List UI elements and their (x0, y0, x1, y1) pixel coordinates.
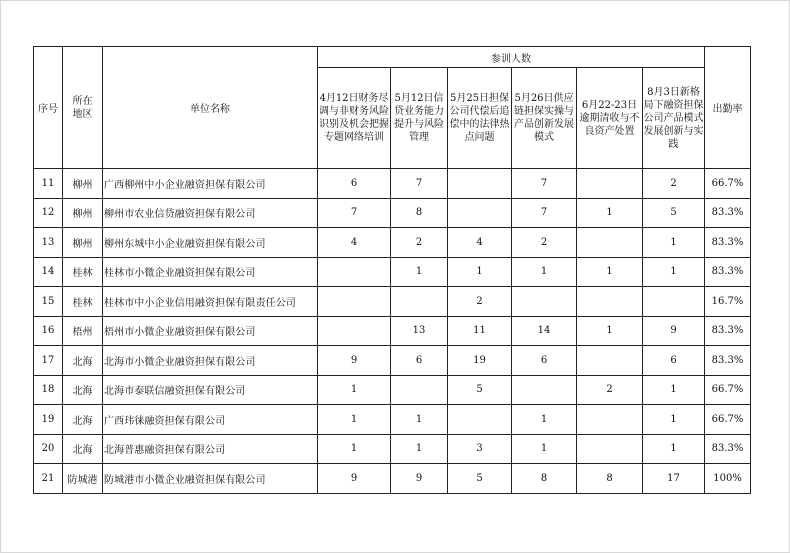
row-count-session-2: 7 (391, 169, 448, 199)
row-count-session-3 (448, 405, 512, 435)
row-count-session-1: 1 (318, 375, 391, 405)
table-row (34, 464, 751, 494)
row-count-session-6 (643, 287, 705, 317)
header-session-4: 5月26日供应链担保实操与产品创新发展模式 (512, 68, 577, 169)
row-region: 桂林 (63, 287, 103, 317)
row-region: 梧州 (63, 316, 103, 346)
row-attendance-rate: 66.7% (705, 375, 751, 405)
row-count-session-1: 1 (318, 405, 391, 435)
table-row (34, 434, 751, 464)
row-seq: 16 (34, 316, 63, 346)
row-region: 柳州 (63, 198, 103, 228)
header-session-1: 4月12日财务尽调与非财务风险识别及机会把握专题网络培训 (318, 68, 391, 169)
table-row (34, 287, 751, 317)
row-count-session-5: 1 (577, 257, 643, 287)
row-count-session-5 (577, 228, 643, 258)
row-count-session-6: 1 (643, 434, 705, 464)
row-count-session-4 (512, 287, 577, 317)
row-count-session-3: 19 (448, 346, 512, 376)
row-count-session-6: 9 (643, 316, 705, 346)
row-count-session-5: 8 (577, 464, 643, 494)
row-count-session-3: 5 (448, 375, 512, 405)
row-count-session-1: 4 (318, 228, 391, 258)
row-unit-name: 柳州市农业信贷融资担保有限公司 (103, 198, 318, 228)
row-attendance-rate: 66.7% (705, 169, 751, 199)
row-count-session-2: 1 (391, 434, 448, 464)
header-participant-count: 参训人数 (318, 47, 705, 68)
row-unit-name: 北海市泰联信融资担保有限公司 (103, 375, 318, 405)
row-seq: 14 (34, 257, 63, 287)
row-count-session-1: 9 (318, 346, 391, 376)
row-count-session-6: 1 (643, 257, 705, 287)
row-count-session-3: 5 (448, 464, 512, 494)
row-count-session-4: 7 (512, 198, 577, 228)
row-count-session-3: 4 (448, 228, 512, 258)
row-count-session-6: 6 (643, 346, 705, 376)
table-row (34, 169, 751, 199)
attendance-table (33, 46, 751, 494)
row-count-session-6: 1 (643, 375, 705, 405)
row-seq: 11 (34, 169, 63, 199)
row-count-session-2 (391, 375, 448, 405)
row-unit-name: 北海市小微企业融资担保有限公司 (103, 346, 318, 376)
header-session-6: 8月3日新格局下融资担保公司产品模式发展创新与实践 (643, 68, 705, 169)
row-count-session-1 (318, 257, 391, 287)
row-count-session-2: 2 (391, 228, 448, 258)
row-count-session-2: 8 (391, 198, 448, 228)
header-attendance-rate: 出勤率 (705, 47, 751, 169)
row-seq: 21 (34, 464, 63, 494)
row-seq: 19 (34, 405, 63, 435)
row-attendance-rate: 83.3% (705, 434, 751, 464)
row-count-session-4: 1 (512, 405, 577, 435)
row-count-session-5 (577, 287, 643, 317)
row-count-session-2: 13 (391, 316, 448, 346)
row-count-session-1: 1 (318, 434, 391, 464)
row-attendance-rate: 16.7% (705, 287, 751, 317)
row-seq: 12 (34, 198, 63, 228)
row-region: 防城港 (63, 464, 103, 494)
row-seq: 17 (34, 346, 63, 376)
row-count-session-5: 1 (577, 316, 643, 346)
table-row (34, 375, 751, 405)
row-seq: 20 (34, 434, 63, 464)
row-attendance-rate: 83.3% (705, 228, 751, 258)
row-unit-name: 防城港市小微企业融资担保有限公司 (103, 464, 318, 494)
row-count-session-4: 14 (512, 316, 577, 346)
table-row (34, 316, 751, 346)
row-count-session-6: 1 (643, 228, 705, 258)
row-count-session-1 (318, 316, 391, 346)
row-count-session-5 (577, 346, 643, 376)
row-region: 桂林 (63, 257, 103, 287)
row-count-session-6: 5 (643, 198, 705, 228)
row-seq: 15 (34, 287, 63, 317)
row-attendance-rate: 83.3% (705, 346, 751, 376)
row-count-session-2 (391, 287, 448, 317)
row-unit-name: 桂林市小微企业融资担保有限公司 (103, 257, 318, 287)
table-row (34, 346, 751, 376)
row-count-session-6: 1 (643, 405, 705, 435)
header-session-5: 6月22-23日逾期清收与不良资产处置 (577, 68, 643, 169)
row-attendance-rate: 83.3% (705, 198, 751, 228)
table-row (34, 198, 751, 228)
row-count-session-3 (448, 198, 512, 228)
row-count-session-2: 9 (391, 464, 448, 494)
row-unit-name: 桂林市中小企业信用融资担保有限责任公司 (103, 287, 318, 317)
row-count-session-3: 2 (448, 287, 512, 317)
row-count-session-4: 1 (512, 434, 577, 464)
row-count-session-5 (577, 405, 643, 435)
row-attendance-rate: 100% (705, 464, 751, 494)
row-unit-name: 梧州市小微企业融资担保有限公司 (103, 316, 318, 346)
row-unit-name: 柳州东城中小企业融资担保有限公司 (103, 228, 318, 258)
table-row (34, 228, 751, 258)
row-attendance-rate: 83.3% (705, 316, 751, 346)
header-session-2: 5月12日信贷业务能力提升与风险管理 (391, 68, 448, 169)
row-region: 北海 (63, 346, 103, 376)
row-region: 柳州 (63, 228, 103, 258)
row-count-session-3 (448, 169, 512, 199)
row-count-session-3: 11 (448, 316, 512, 346)
row-seq: 18 (34, 375, 63, 405)
row-count-session-1: 7 (318, 198, 391, 228)
row-seq: 13 (34, 228, 63, 258)
row-count-session-5 (577, 169, 643, 199)
row-count-session-1: 6 (318, 169, 391, 199)
table-row (34, 257, 751, 287)
header-seq: 序号 (34, 47, 63, 169)
row-count-session-2: 1 (391, 257, 448, 287)
row-region: 北海 (63, 434, 103, 464)
row-unit-name: 北海普惠融资担保有限公司 (103, 434, 318, 464)
row-region: 北海 (63, 375, 103, 405)
row-count-session-2: 6 (391, 346, 448, 376)
row-count-session-4: 1 (512, 257, 577, 287)
row-count-session-5 (577, 434, 643, 464)
row-count-session-1 (318, 287, 391, 317)
row-region: 柳州 (63, 169, 103, 199)
row-count-session-3: 1 (448, 257, 512, 287)
row-count-session-1: 9 (318, 464, 391, 494)
row-count-session-4: 8 (512, 464, 577, 494)
row-region: 北海 (63, 405, 103, 435)
header-unit-name: 单位名称 (103, 47, 318, 169)
row-count-session-5: 1 (577, 198, 643, 228)
row-unit-name: 广西柳州中小企业融资担保有限公司 (103, 169, 318, 199)
header-region: 所在地区 (63, 47, 103, 169)
row-count-session-6: 17 (643, 464, 705, 494)
row-count-session-4: 2 (512, 228, 577, 258)
row-count-session-4: 6 (512, 346, 577, 376)
table-row (34, 405, 751, 435)
row-count-session-6: 2 (643, 169, 705, 199)
row-unit-name: 广西玮徕融资担保有限公司 (103, 405, 318, 435)
row-attendance-rate: 66.7% (705, 405, 751, 435)
header-session-3: 5月25日担保公司代偿后追偿中的法律热点问题 (448, 68, 512, 169)
row-count-session-5: 2 (577, 375, 643, 405)
row-count-session-3: 3 (448, 434, 512, 464)
row-count-session-2: 1 (391, 405, 448, 435)
row-attendance-rate: 83.3% (705, 257, 751, 287)
row-count-session-4 (512, 375, 577, 405)
row-count-session-4: 7 (512, 169, 577, 199)
